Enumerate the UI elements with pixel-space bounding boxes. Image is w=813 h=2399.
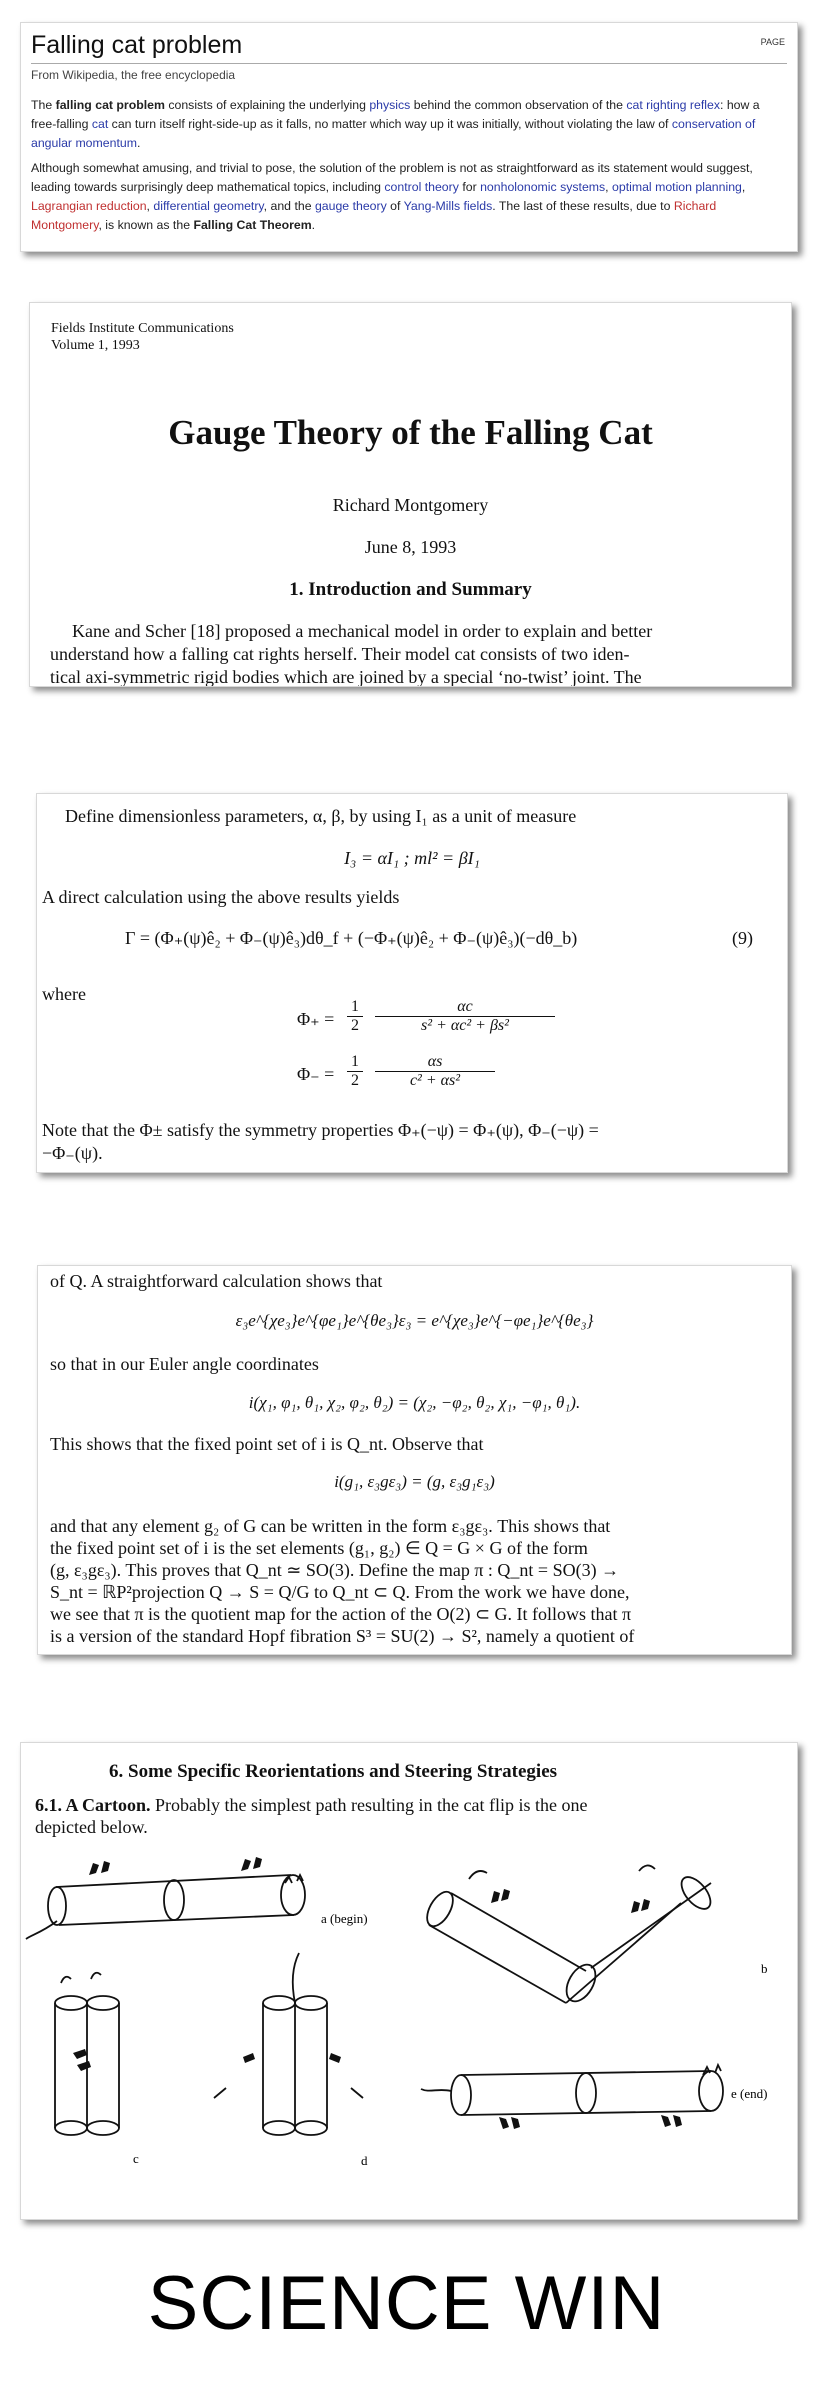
subsection-line: 6.1. A Cartoon. Probably the simplest path resulting in the cat flip is the one xyxy=(35,1795,588,1815)
figure-label-c: c xyxy=(133,2151,139,2166)
wiki-title: Falling cat problem xyxy=(31,31,787,64)
body-line: (g, ε₃gε₃). This proves that Q_nt ≃ SO(3). Define the map π : Q_nt = SO(3) → xyxy=(50,1560,620,1580)
body-line: Define dimensionless parameters, α, β, by using I₁ as a unit of measure xyxy=(65,806,577,826)
link-differential-geometry[interactable]: differential geometry xyxy=(153,199,264,213)
fraction-half: 1 2 xyxy=(347,998,363,1035)
wikipedia-excerpt xyxy=(20,22,798,252)
body-line: and that any element g₂ of G can be written in the form ε₃gε₃. This shows that xyxy=(50,1516,611,1536)
equation: i(g₁, ε₃gε₃) = (g, ε₃g₁ε₃) xyxy=(334,1472,495,1491)
body-line: where xyxy=(42,984,86,1004)
equation: i(χ₁, φ₁, θ₁, χ₂, φ₂, θ₂) = (χ₂, −φ₂, θ₂, χ₁, −φ₁, θ₁). xyxy=(248,1393,581,1412)
body-line: so that in our Euler angle coordinates xyxy=(50,1354,319,1374)
caption-science-win: SCIENCE WIN xyxy=(147,2261,666,2346)
body-line: the fixed point set of i is the set elements (g₁, g₂) ∈ Q = G × G of the form xyxy=(50,1538,588,1558)
body-line: S_nt = ℝP²projection Q → S = Q/G to Q_nt ⊂ Q. From the work we have done, xyxy=(50,1582,630,1602)
paper-cartoon-page xyxy=(20,1742,798,2220)
body-line: This shows that the fixed point set of i is Q_nt. Observe that xyxy=(50,1434,484,1454)
body-line: Kane and Scher [18] proposed a mechanical model in order to explain and better xyxy=(72,621,653,641)
wiki-paragraph-2: Although somewhat amusing, and trivial to pose, the solution of the problem is not as straightforward as its statement would suggest, leading towards surprisingly deep mathematical topics, including control theory for nonholonomic systems, optimal motion planning, Lagrangian reduction, differential geometry, and the gauge theory of Yang-Mills fields. The last of these results, due to Richard Montgomery, is known as the Falling Cat Theorem. xyxy=(31,161,753,232)
link-nonholonomic-systems[interactable]: nonholonomic systems xyxy=(480,180,606,194)
wiki-paragraph-1: The falling cat problem consists of explaining the underlying physics behind the common observation of the cat righting reflex: how a free-falling cat can turn itself right-side-up as it falls, no matter which way up it was initially, without violating the law of conservation of angular momentum. xyxy=(31,98,760,150)
section-heading: 6. Some Specific Reorientations and Steering Strategies xyxy=(109,1761,558,1782)
body-line: of Q. A straightforward calculation shows that xyxy=(50,1271,383,1291)
link-richard-montgomery[interactable]: Richard Montgomery xyxy=(31,199,717,232)
link-lagrangian-reduction[interactable]: Lagrangian reduction xyxy=(31,199,147,213)
journal-series: Fields Institute Communications xyxy=(51,321,234,336)
link-optimal-motion-planning[interactable]: optimal motion planning xyxy=(612,180,742,194)
page-tag: PAGE xyxy=(760,37,785,47)
cat-figure-e xyxy=(421,2065,723,2129)
equation: ε₃e^{χe₃}e^{φe₁}e^{θe₃}ε₃ = e^{χe₃}e^{−φe₁}e^{θe₃} xyxy=(235,1311,594,1330)
equation: I₃ = αI₁ ; ml² = βI₁ xyxy=(344,848,480,868)
body-line: A direct calculation using the above results yields xyxy=(42,887,400,907)
body-line: Note that the Φ± satisfy the symmetry properties Φ₊(−ψ) = Φ₊(ψ), Φ₋(−ψ) = xyxy=(42,1120,599,1140)
paper-hopf-page xyxy=(37,1265,792,1655)
paper-author: Richard Montgomery xyxy=(332,495,489,515)
body-line: tical axi-symmetric rigid bodies which are joined by a special ‘no-twist’ joint. The xyxy=(50,667,642,687)
section-heading: 1. Introduction and Summary xyxy=(289,579,532,600)
link-physics[interactable]: physics xyxy=(369,98,411,112)
fraction-half: 1 2 xyxy=(347,1053,363,1090)
body-line: understand how a falling cat rights herself. Their model cat consists of two iden- xyxy=(50,644,630,664)
link-conservation-of-angular-momentum[interactable]: conservation of angular momentum xyxy=(31,117,756,150)
body-line: depicted below. xyxy=(35,1817,148,1837)
body-line: is a version of the standard Hopf fibration S³ = SU(2) → S², namely a quotient of xyxy=(50,1626,635,1646)
figure-label-e: e (end) xyxy=(731,2086,768,2101)
link-cat-righting-reflex[interactable]: cat righting reflex xyxy=(626,98,720,112)
figure-label-a: a (begin) xyxy=(321,1911,368,1926)
fraction: αs c² + αs² xyxy=(375,1053,495,1090)
link-cat[interactable]: cat xyxy=(91,117,109,131)
body-line: we see that π is the quotient map for the action of the O(2) ⊂ G. It follows that π xyxy=(50,1604,632,1624)
paper-title: Gauge Theory of the Falling Cat xyxy=(168,413,653,452)
fraction: αc s² + αc² + βs² xyxy=(375,998,555,1035)
paper-date: June 8, 1993 xyxy=(364,537,457,557)
link-gauge-theory[interactable]: gauge theory xyxy=(314,199,387,213)
cat-figure-d xyxy=(214,1953,363,2135)
wiki-subtitle: From Wikipedia, the free encyclopedia xyxy=(31,68,236,82)
journal-volume: Volume 1, 1993 xyxy=(51,338,140,353)
equation-lhs: Φ₊ = xyxy=(297,1009,335,1029)
cat-figure-c xyxy=(55,1973,119,2135)
figure-label-d: d xyxy=(361,2153,368,2168)
paper-title-page xyxy=(29,302,792,687)
figure-label-b: b xyxy=(761,1961,768,1976)
link-control-theory[interactable]: control theory xyxy=(384,180,459,194)
link-yang-mills-fields[interactable]: Yang-Mills fields xyxy=(403,199,493,213)
body-line: −Φ₋(ψ). xyxy=(42,1143,103,1163)
cat-figure-a xyxy=(26,1857,305,1939)
falling-cat-cartoon xyxy=(21,1843,798,2220)
equation: Γ = (Φ₊(ψ)ê₂ + Φ₋(ψ)ê₃)dθ_f + (−Φ₊(ψ)ê₂ + Φ₋(ψ)ê₃)(−dθ_b) xyxy=(125,928,578,948)
equation-lhs: Φ₋ = xyxy=(297,1064,335,1084)
paper-equations-page xyxy=(36,793,788,1173)
cat-figure-b xyxy=(422,1865,716,2006)
equation-number: (9) xyxy=(732,928,753,948)
